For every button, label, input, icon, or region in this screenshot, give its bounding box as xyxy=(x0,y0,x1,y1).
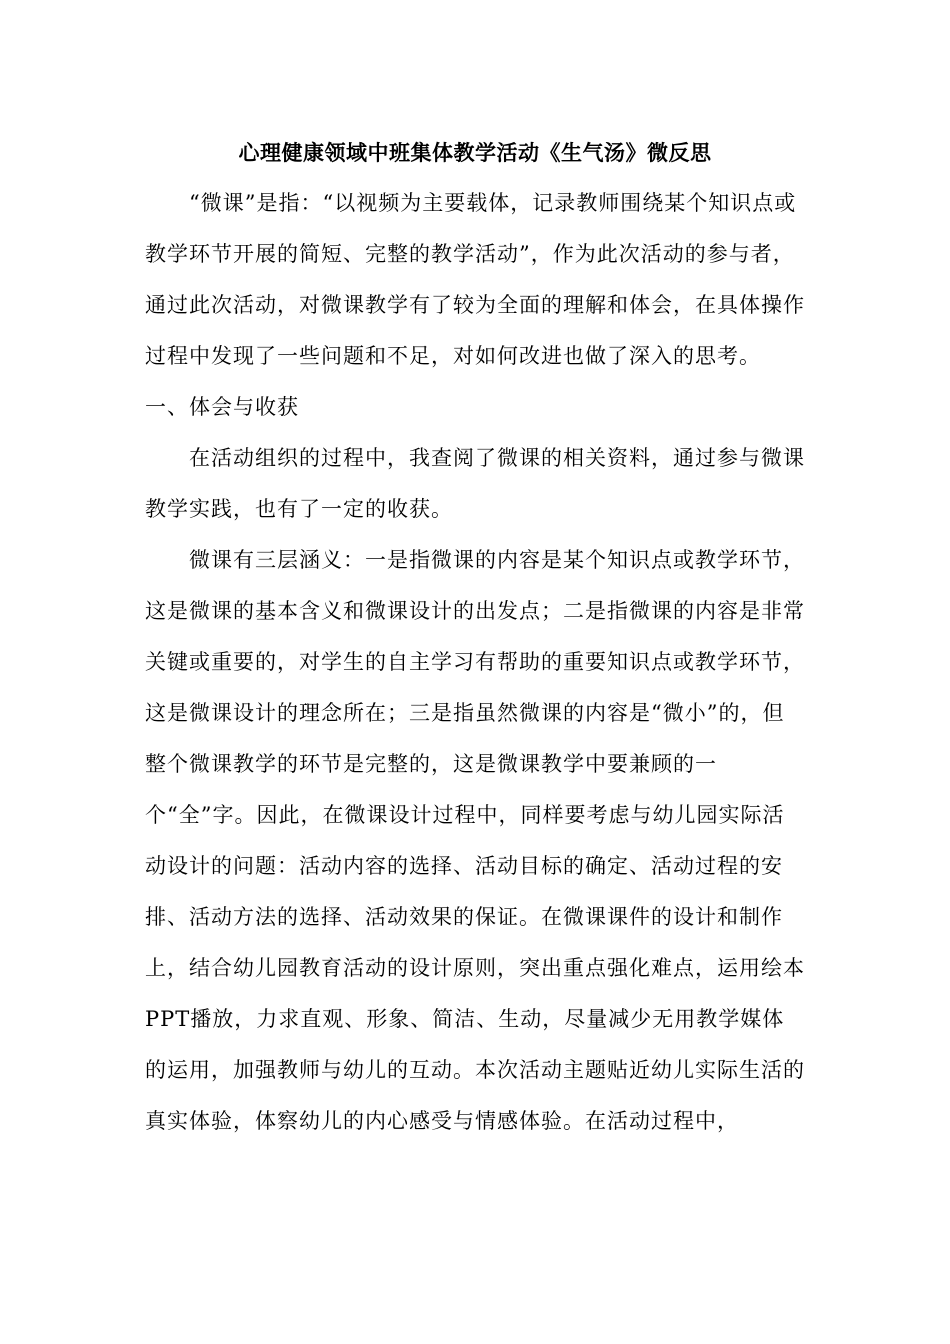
document-body xyxy=(145,178,805,1147)
paragraph-gains: 在活动组织的过程中，我查阅了微课的相关资料，通过参与微课教学实践，也有了一定的收获。 xyxy=(145,446,805,521)
paragraph-meaning: 微课有三层涵义：一是指微课的内容是某个知识点或教学环节，这是微课的基本含义和微课设计的出发点；二是指微课的内容是非常关键或重要的，对学生的自主学习有帮助的重要知识点或教学环节，这是微课设计的理念所在；三是指虽然微课的内容是“微小”的，但整个微课教学的环节是完整的，这是微课教学中要兼顾的一个“全”字。因此，在微课设计过程中，同样要考虑与幼儿园实际活动设计的问题：活动内容的选择、活动目标的确定、活动过程的安排、活动方法的选择、活动效果的保证。在微课课件的设计和制作上，结合幼儿园教育活动的设计原则，突出重点强化难点，运用绘本PPT播放，力求直观、形象、简洁、生动，尽量减少无用教学媒体的运用，加强教师与幼儿的互动。本次活动主题贴近幼儿实际生活的真实体验，体察幼儿的内心感受与情感体验。在活动过程中， xyxy=(145,548,805,1133)
section-heading: 一、体会与收获 xyxy=(145,395,299,419)
document-title: 心理健康领域中班集体教学活动《生气汤》微反思 xyxy=(238,141,712,165)
paragraph-intro: “微课”是指：“以视频为主要载体，记录教师围绕某个知识点或教学环节开展的简短、完整的教学活动”，作为此次活动的参与者，通过此次活动，对微课教学有了较为全面的理解和体会，在具体操作过程中发现了一些问题和不足，对如何改进也做了深入的思考。 xyxy=(145,191,805,368)
